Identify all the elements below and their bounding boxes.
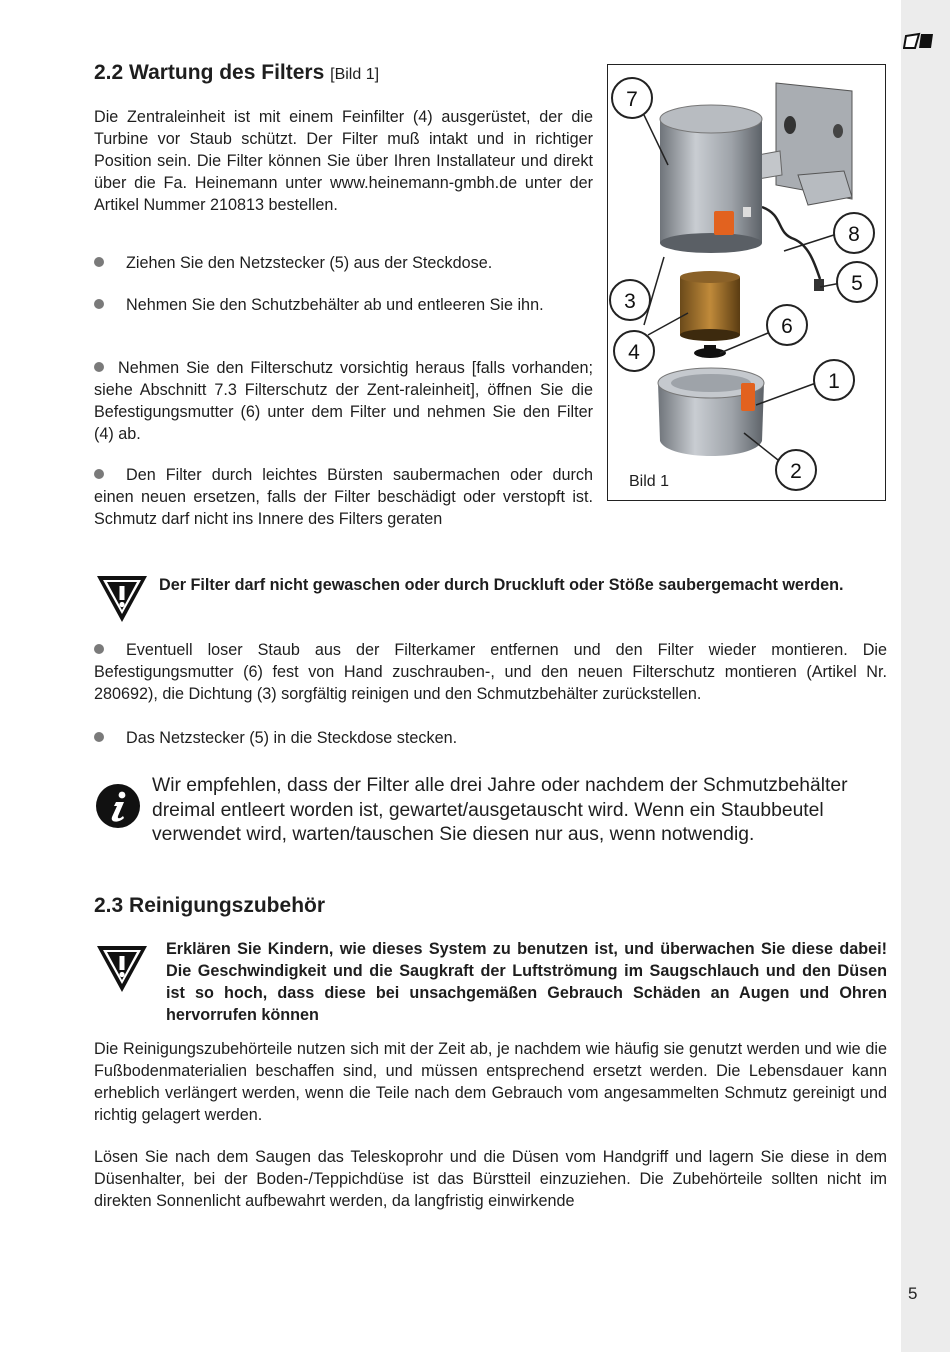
- paragraph-wear: Die Reinigungszubehörteile nutzen sich mit der Zeit ab, je nachdem wie häufig sie genutzt werden und wie die Fußbodenmaterialien beschaffen sind, und müssen entsprechend ersetzt werden. Die Lebensdauer kann erheblich verlängert werden, wenn die Teile nach dem Gebrauch vom angesammelten Schmutz gereinigt und richtig gelagert werden.: [94, 1040, 887, 1124]
- callout-1: 1: [828, 370, 840, 393]
- list-item: [94, 252, 593, 274]
- info-icon: [96, 784, 140, 828]
- list-item-text: Nehmen Sie den Filterschutz vorsichtig heraus [falls vorhanden; siehe Abschnitt 7.3 Filterschutz der Zent-raleinheit], öffnen Sie die Befestigungsmutter (6) unter dem Filter und nehmen Sie den Filter (4) ab.: [94, 359, 593, 443]
- heading-text: 2.2 Wartung des Filters: [94, 61, 325, 84]
- figure-caption: Bild 1: [629, 473, 670, 490]
- callout-6: 6: [781, 315, 793, 338]
- page-margin-band: [901, 0, 950, 1352]
- paragraph-storage: Lösen Sie nach dem Saugen das Teleskoprohr und die Düsen vom Handgriff und lagern Sie diese in dem Düsenhalter, bei der Boden-/Teppichdüse ist das Bürstteil einzuziehen. Die Zubehörteile sollten nicht im direkten Sonnenlicht aufbewahrt werden, da langfristig einwirkende: [94, 1148, 887, 1210]
- warning-children-text: Erklären Sie Kindern, wie dieses System zu benutzen ist, und überwachen Sie diese dabei! Die Geschwindigkeit und die Saugkraft der Luftströmung im Saugschlauch und den Düsen ist so hoch, dass diese bei unsachgemäßen Gebrauch Schäden an Augen und Ohren hervorrufen können: [166, 940, 887, 1024]
- intro-paragraph: Die Zentraleinheit ist mit einem Feinfilter (4) ausgerüstet, der die Turbine vor Staub schützt. Der Filter muß intakt und in richtiger Position sein. Die Filter können Sie über Ihren Installateur und direkt über die Fa. Heinemann unter www.heinemann-gmbh.de unter der Artikel Nummer 210813 bestellen.: [94, 108, 593, 214]
- warning-filter-text: Der Filter darf nicht gewaschen oder durch Druckluft oder Stöße saubergemacht werden.: [159, 576, 844, 594]
- corner-tab-icon: [903, 30, 933, 52]
- bullet-icon: [94, 732, 104, 742]
- list-item-text: Eventuell loser Staub aus der Filterkamer entfernen und den Filter wieder montieren. Die Befestigungsmutter (6) fest von Hand zuschrauben-, und den neuen Filterschutz montieren (Artikel Nr. 280692), die Dichtung (3) sorgfältig reinigen und den Schmutzbehälter zurückstellen.: [94, 641, 887, 703]
- list-item-text: Nehmen Sie den Schutzbehälter ab und entleeren Sie ihn.: [126, 296, 544, 314]
- callout-3: 3: [624, 290, 636, 313]
- warning-triangle-icon: [95, 944, 149, 994]
- bullet-icon: [94, 644, 104, 654]
- list-item: [94, 357, 593, 445]
- list-item-text: Das Netzstecker (5) in die Steckdose stecken.: [126, 729, 458, 747]
- callout-5: 5: [851, 272, 863, 295]
- list-item: [94, 464, 593, 530]
- callout-4: 4: [628, 341, 640, 364]
- list-item: [94, 727, 887, 749]
- bullet-icon: [94, 257, 104, 267]
- heading-figure-ref: [Bild 1]: [330, 66, 380, 83]
- bullet-icon: [94, 299, 104, 309]
- list-item: [94, 294, 593, 316]
- bullet-icon: [94, 362, 104, 372]
- list-item-text: Den Filter durch leichtes Bürsten saubermachen oder durch einen neuen ersetzen, falls der Filter beschädigt oder verstopft ist. Schmutz darf nicht ins Innere des Filters geraten: [94, 466, 593, 528]
- list-item: [94, 639, 887, 705]
- vacuum-unit-exploded-diagram: [608, 65, 884, 499]
- callout-8: 8: [848, 223, 860, 246]
- callout-2: 2: [790, 460, 802, 483]
- callout-7: 7: [626, 88, 638, 111]
- page-number: 5: [908, 1284, 918, 1303]
- bullet-icon: [94, 469, 104, 479]
- list-item-text: Ziehen Sie den Netzstecker (5) aus der Steckdose.: [126, 254, 493, 272]
- section-heading-reinigung: 2.3 Reinigungszubehör: [94, 894, 326, 917]
- section-heading-wartung: [94, 61, 379, 85]
- info-note-text: Wir empfehlen, dass der Filter alle drei Jahre oder nachdem der Schmutzbehälter dreimal entleert worden ist, gewartet/ausgetauscht wird. Wenn ein Staubbeutel verwendet wird, warten/tauschen Sie diesen nur aus, wenn notwendig.: [152, 775, 848, 845]
- figure-bild-1: [607, 64, 886, 501]
- warning-triangle-icon: [95, 574, 149, 624]
